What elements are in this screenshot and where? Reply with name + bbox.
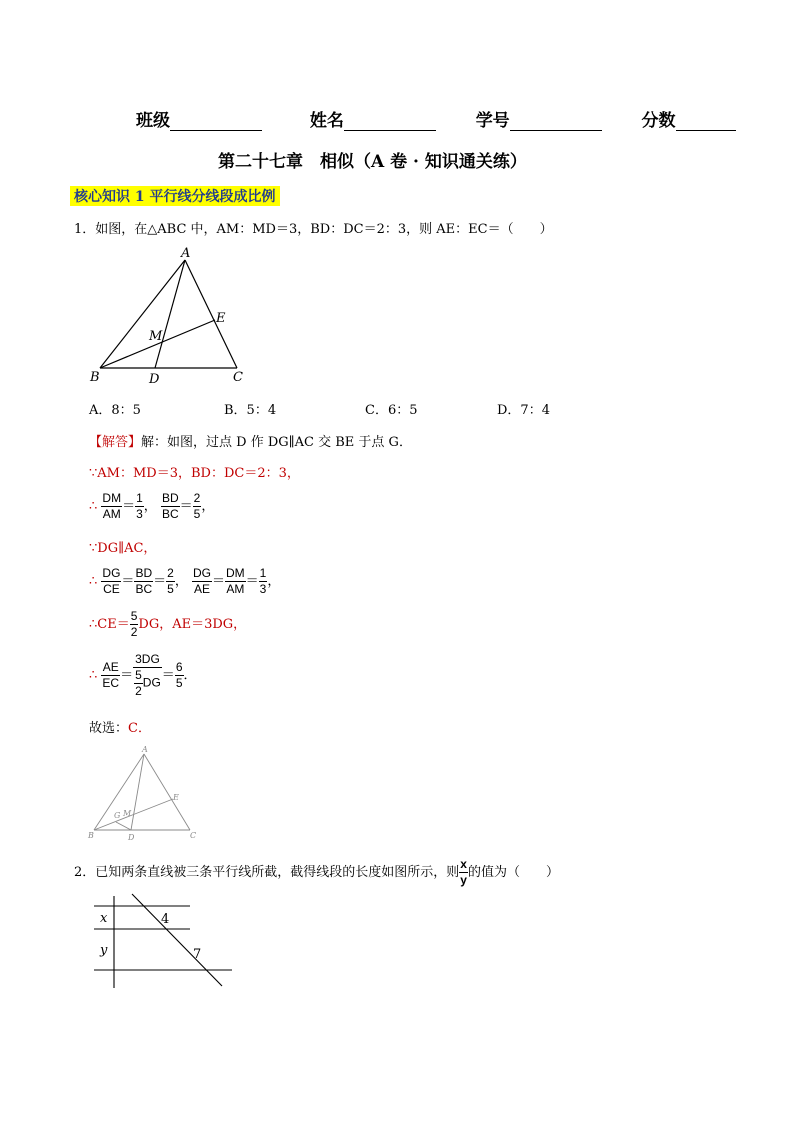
frac-bd-bc-2: $\frac{BD}{BC}$ (135, 566, 153, 596)
fig2-label-e: E (173, 793, 179, 802)
solution-line-4: ∴ $\frac{DG}{CE}$ ＝ $\frac{BD}{BC}$ ＝ $\frac{2}{5}$ ， $\frac{DG}{AE}$ ＝ $\frac{DM}{AM}$ ＝ $\frac{1}{3}$ ， (89, 566, 281, 596)
label-e: E (216, 311, 226, 326)
frac-dm-am-2: $\frac{DM}{AM}$ (225, 566, 245, 596)
id-blank[interactable] (510, 112, 602, 131)
class-blank[interactable] (170, 112, 262, 131)
solution-line-6: ∴ $\frac{AE}{EC}$ ＝ 3DG $\frac{5}{2}$ DG ＝ $\frac{6}{5}$ ． (89, 652, 197, 698)
label-m: M (149, 329, 163, 344)
frac-6-5: $\frac{6}{5}$ (175, 660, 183, 690)
label-b: B (90, 370, 100, 385)
transversal-slanted (132, 894, 222, 986)
solution-intro (89, 431, 412, 450)
label-7: 7 (193, 947, 202, 962)
label-a: A (181, 246, 191, 261)
solution-line-1: ∵AM：MD＝3，BD：DC＝2：3， (89, 466, 300, 481)
frac-dg-ce: $\frac{DG}{CE}$ (102, 566, 121, 596)
fig2-label-c: C (190, 831, 197, 840)
fig2-label-a: A (142, 745, 148, 754)
label-y: y (100, 943, 108, 958)
header-row (136, 106, 736, 131)
frac-dm-am: $\frac{DM}{AM}$ (102, 491, 122, 521)
label-d: D (149, 372, 160, 387)
question-2-figure (94, 892, 239, 992)
fig2-segment-be (94, 799, 173, 830)
option-b[interactable]: B．5：4 (224, 403, 277, 418)
frac-ae-ec: $\frac{AE}{EC}$ (102, 660, 120, 690)
solution-line-3: ∵DG∥AC， (89, 541, 157, 556)
frac-x-y: $\frac{x}{y}$ (460, 857, 467, 887)
option-a[interactable]: A．8：5 (89, 403, 141, 418)
fig2-label-b: B (88, 831, 94, 840)
frac-2-5-2: $\frac{2}{5}$ (167, 566, 174, 596)
frac-3dg-complex: 3DG $\frac{5}{2}$ DG (135, 652, 161, 698)
fig2-segment-ad (131, 754, 144, 830)
question-2 (74, 857, 559, 888)
class-label: 班级 (136, 111, 170, 131)
question-1-figure (86, 246, 256, 388)
score-label: 分数 (641, 111, 676, 131)
question-2-text-a: 已知两条直线被三条平行线所截，截得线段的长度如图所示，则 (95, 865, 460, 880)
question-2-text-b: 的值为（ ） (467, 865, 559, 880)
solution-answer: 故选：C． (89, 721, 151, 736)
solution-line-5: ∴CE＝ $\frac{5}{2}$ DG，AE＝3DG， (89, 609, 247, 639)
label-x: x (100, 911, 108, 926)
name-label: 姓名 (309, 111, 344, 131)
fig2-edge-ac (144, 754, 190, 830)
question-1 (74, 218, 553, 237)
solution-intro-text: 解：如图，过点 D 作 DG∥AC 交 BE 于点 G． (141, 435, 412, 450)
frac-1-3: $\frac{1}{3}$ (136, 491, 143, 521)
fig2-label-g: G (114, 811, 121, 820)
name-blank[interactable] (344, 112, 436, 131)
solution-line-2: ∴ $\frac{DM}{AM}$ ＝ $\frac{1}{3}$ ， $\frac{BD}{BC}$ ＝ $\frac{2}{5}$ ， (89, 491, 215, 521)
frac-bd-bc: $\frac{BD}{BC}$ (161, 491, 179, 521)
frac-2-5: $\frac{2}{5}$ (193, 491, 201, 521)
question-1-number: 1． (74, 222, 96, 237)
frac-5-2: $\frac{5}{2}$ (130, 609, 138, 639)
page-title: 第二十七章 相似（A 卷 · 知识通关练） (218, 152, 527, 172)
question-2-number: 2． (74, 865, 96, 880)
label-4: 4 (161, 912, 170, 927)
solution-figure (86, 744, 206, 842)
fig2-label-d: D (128, 833, 135, 842)
frac-dg-ae: $\frac{DG}{AE}$ (192, 566, 211, 596)
section-heading: 核心知识 1 平行线分线段成比例 (70, 186, 280, 206)
edge-ac (185, 260, 237, 368)
solution-tag: 【解答】 (89, 435, 142, 450)
fig2-label-m: M (123, 809, 132, 818)
id-label: 学号 (475, 111, 510, 131)
option-d[interactable]: D．7：4 (497, 403, 550, 418)
label-c: C (233, 370, 243, 385)
question-1-text: 如图，在△ABC 中，AM：MD＝3，BD：DC＝2：3，则 AE：EC＝（ ） (95, 222, 553, 237)
frac-1-3-2: $\frac{1}{3}$ (259, 566, 267, 596)
edge-ab (100, 260, 185, 368)
score-blank[interactable] (676, 112, 736, 131)
segment-ad (155, 260, 185, 368)
fig2-segment-dg (116, 822, 131, 830)
option-c[interactable]: C．6：5 (365, 403, 418, 418)
